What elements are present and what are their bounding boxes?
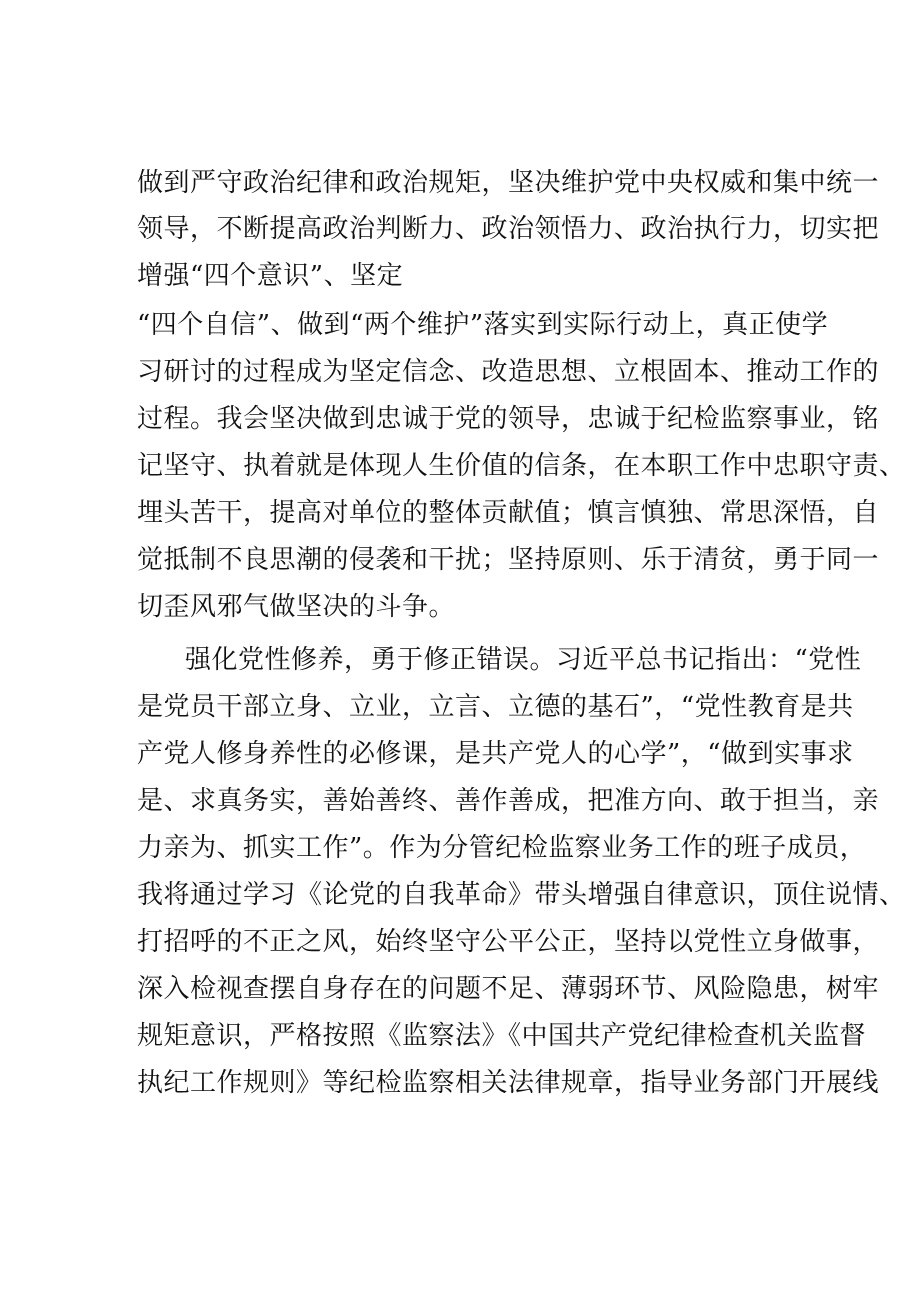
text-line: 是、求真务实，善始善终、善作善成，把准方向、敢于担当，亲 xyxy=(137,786,880,816)
text-line: 埋头苦干，提高对单位的整体贡献值；慎言慎独、常思深悟，自 xyxy=(137,498,880,528)
text-line: 记坚守、执着就是体现人生价值的信条，在本职工作中忠职守责、 xyxy=(137,451,906,481)
text-line: 产党人修身养性的必修课，是共产党人的心学”，“做到实事求 xyxy=(137,739,854,769)
text-line: 我将通过学习《论党的自我革命》带头增强自律意识，顶住说情、 xyxy=(137,880,906,910)
text-line: 深入检视查摆自身存在的问题不足、薄弱环节、风险隐患，树牢 xyxy=(137,974,880,1004)
text-line: 习研讨的过程成为坚定信念、改造思想、立根固本、推动工作的 xyxy=(137,357,880,387)
text-line: 过程。我会坚决做到忠诚于党的领导，忠诚于纪检监察事业，铭 xyxy=(137,404,880,434)
text-line: 切歪风邪气做坚决的斗争。 xyxy=(137,592,456,622)
text-line: 做到严守政治纪律和政治规矩，坚决维护党中央权威和集中统一 xyxy=(137,168,880,198)
text-line: 增强“四个意识”、坚定 xyxy=(137,261,404,291)
text-line: 执纪工作规则》等纪检监察相关法律规章，指导业务部门开展线 xyxy=(137,1068,880,1098)
text-line: 力亲为、抓实工作”。作为分管纪检监察业务工作的班子成员， xyxy=(137,833,867,863)
text-line: 打招呼的不正之风，始终坚守公平公正，坚持以党性立身做事， xyxy=(137,927,880,957)
text-line: 觉抵制不良思潮的侵袭和干扰；坚持原则、乐于清贫，勇于同一 xyxy=(137,545,880,575)
text-line: 规矩意识，严格按照《监察法》《中国共产党纪律检查机关监督 xyxy=(137,1021,867,1051)
text-line: 是党员干部立身、立业，立言、立德的基石”，“党性教育是共 xyxy=(137,692,854,722)
text-line: 领导，不断提高政治判断力、政治领悟力、政治执行力，切实把 xyxy=(137,214,880,244)
text-line: 强化党性修养，勇于修正错误。习近平总书记指出：“党性 xyxy=(185,645,862,675)
text-line: “四个自信”、做到“两个维护”落实到实际行动上，真正使学 xyxy=(137,310,829,340)
